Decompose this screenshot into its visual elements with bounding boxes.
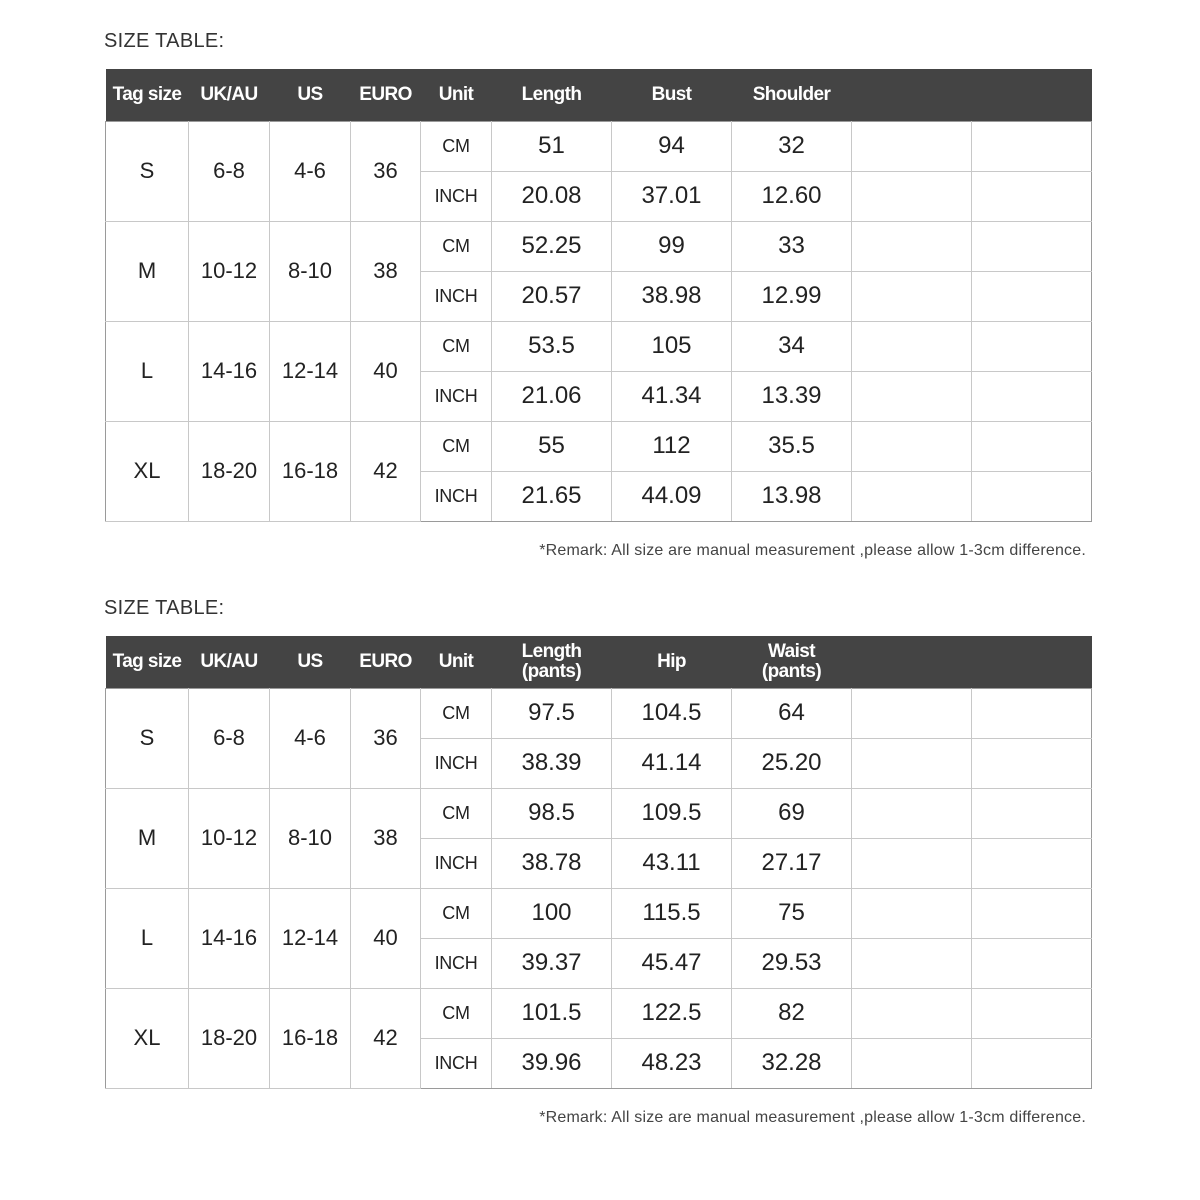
measurement-cell: 53.5 — [492, 321, 612, 371]
us-size-cell: 8-10 — [270, 221, 351, 321]
column-header — [351, 636, 421, 688]
measurement-cell — [852, 888, 972, 938]
tag-size-cell: XL — [106, 988, 189, 1088]
header-row — [106, 69, 1092, 121]
measurement-cell: 100 — [492, 888, 612, 938]
measurement-cell: 13.98 — [732, 471, 852, 521]
table-row — [106, 321, 1092, 371]
measurement-cell — [852, 788, 972, 838]
measurement-cell: 69 — [732, 788, 852, 838]
column-header-text: Tag size — [112, 650, 182, 672]
column-header — [732, 636, 852, 688]
measurement-cell — [972, 838, 1092, 888]
measurement-cell — [852, 688, 972, 738]
measurement-cell: 21.06 — [492, 371, 612, 421]
measurement-cell: 115.5 — [612, 888, 732, 938]
column-header-text: UK/AU — [200, 650, 258, 672]
uk-au-size-cell: 18-20 — [189, 988, 270, 1088]
tag-size-cell: XL — [106, 421, 189, 521]
uk-au-size-cell: 10-12 — [189, 788, 270, 888]
unit-cell: CM — [421, 988, 492, 1038]
unit-cell: INCH — [421, 471, 492, 521]
column-header-text: Tag size — [112, 83, 182, 105]
measurement-cell: 34 — [732, 321, 852, 371]
size-table-bottom — [105, 636, 1092, 1089]
unit-cell: INCH — [421, 938, 492, 988]
uk-au-size-cell: 18-20 — [189, 421, 270, 521]
measurement-cell: 38.78 — [492, 838, 612, 888]
measurement-cell: 25.20 — [732, 738, 852, 788]
column-header-text: Waist — [768, 640, 815, 662]
measurement-cell: 122.5 — [612, 988, 732, 1038]
measurement-cell: 37.01 — [612, 171, 732, 221]
unit-cell: CM — [421, 121, 492, 171]
measurement-cell — [852, 988, 972, 1038]
measurement-cell — [852, 738, 972, 788]
unit-cell: INCH — [421, 838, 492, 888]
measurement-cell — [972, 988, 1092, 1038]
measurement-cell — [852, 471, 972, 521]
column-header-text: (pants) — [761, 660, 822, 682]
measurement-cell: 32 — [732, 121, 852, 171]
measurement-cell — [972, 938, 1092, 988]
measurement-cell: 51 — [492, 121, 612, 171]
unit-cell: INCH — [421, 1038, 492, 1088]
measurement-cell: 20.08 — [492, 171, 612, 221]
measurement-cell: 12.60 — [732, 171, 852, 221]
measurement-cell: 33 — [732, 221, 852, 271]
uk-au-size-cell: 6-8 — [189, 121, 270, 221]
euro-size-cell: 38 — [351, 221, 421, 321]
us-size-cell: 16-18 — [270, 421, 351, 521]
column-header — [732, 69, 852, 121]
column-header — [492, 69, 612, 121]
measurement-cell: 105 — [612, 321, 732, 371]
unit-cell: CM — [421, 421, 492, 471]
measurement-cell: 55 — [492, 421, 612, 471]
column-header — [612, 636, 732, 688]
measurement-cell — [852, 371, 972, 421]
measurement-cell: 20.57 — [492, 271, 612, 321]
us-size-cell: 16-18 — [270, 988, 351, 1088]
measurement-cell: 48.23 — [612, 1038, 732, 1088]
column-header — [106, 636, 189, 688]
measurement-cell — [852, 121, 972, 171]
measurement-cell — [852, 421, 972, 471]
us-size-cell: 8-10 — [270, 788, 351, 888]
column-header — [852, 636, 972, 688]
unit-cell: CM — [421, 788, 492, 838]
table-row — [106, 888, 1092, 938]
tag-size-cell: M — [106, 221, 189, 321]
column-header-text: Hip — [657, 650, 686, 672]
tag-size-cell: S — [106, 121, 189, 221]
measurement-cell: 29.53 — [732, 938, 852, 988]
table-row — [106, 121, 1092, 171]
us-size-cell: 12-14 — [270, 888, 351, 988]
measurement-cell: 38.39 — [492, 738, 612, 788]
euro-size-cell: 38 — [351, 788, 421, 888]
measurement-cell: 75 — [732, 888, 852, 938]
measurement-cell — [972, 788, 1092, 838]
euro-size-cell: 40 — [351, 888, 421, 988]
measurement-cell: 45.47 — [612, 938, 732, 988]
column-header — [270, 636, 351, 688]
column-header-text: Unit — [438, 650, 474, 672]
measurement-cell: 12.99 — [732, 271, 852, 321]
uk-au-size-cell: 14-16 — [189, 321, 270, 421]
measurement-cell — [972, 171, 1092, 221]
column-header-text: Unit — [438, 83, 474, 105]
measurement-cell — [852, 838, 972, 888]
us-size-cell: 4-6 — [270, 121, 351, 221]
tag-size-cell: M — [106, 788, 189, 888]
table-row — [106, 221, 1092, 271]
column-header-text: (pants) — [521, 660, 582, 682]
table-row — [106, 688, 1092, 738]
column-header-text: Length — [521, 640, 582, 662]
measurement-cell: 21.65 — [492, 471, 612, 521]
measurement-cell: 32.28 — [732, 1038, 852, 1088]
measurement-cell: 52.25 — [492, 221, 612, 271]
uk-au-size-cell: 6-8 — [189, 688, 270, 788]
euro-size-cell: 42 — [351, 421, 421, 521]
measurement-cell: 43.11 — [612, 838, 732, 888]
measurement-cell: 39.96 — [492, 1038, 612, 1088]
measurement-cell: 101.5 — [492, 988, 612, 1038]
unit-cell: CM — [421, 688, 492, 738]
column-header — [421, 69, 492, 121]
column-header — [612, 69, 732, 121]
measurement-cell — [852, 171, 972, 221]
measurement-cell — [972, 888, 1092, 938]
column-header — [189, 636, 270, 688]
euro-size-cell: 42 — [351, 988, 421, 1088]
measurement-cell — [972, 221, 1092, 271]
measurement-cell — [972, 371, 1092, 421]
measurement-cell: 39.37 — [492, 938, 612, 988]
size-table-title: SIZE TABLE: — [104, 30, 225, 52]
measurement-cell: 109.5 — [612, 788, 732, 838]
column-header — [421, 636, 492, 688]
measurement-cell — [852, 271, 972, 321]
column-header-text: UK/AU — [200, 83, 258, 105]
euro-size-cell: 36 — [351, 688, 421, 788]
measurement-cell — [972, 121, 1092, 171]
table-row — [106, 421, 1092, 471]
size-table-title: SIZE TABLE: — [104, 597, 225, 619]
us-size-cell: 12-14 — [270, 321, 351, 421]
tag-size-cell: L — [106, 321, 189, 421]
measurement-cell: 104.5 — [612, 688, 732, 738]
column-header-text: Length — [521, 83, 582, 105]
euro-size-cell: 40 — [351, 321, 421, 421]
measurement-cell — [972, 738, 1092, 788]
measurement-cell: 38.98 — [612, 271, 732, 321]
measurement-cell: 112 — [612, 421, 732, 471]
measurement-cell: 44.09 — [612, 471, 732, 521]
measurement-remark: *Remark: All size are manual measurement ,please allow 1-3cm difference. — [539, 542, 1086, 559]
unit-cell: INCH — [421, 171, 492, 221]
unit-cell: CM — [421, 321, 492, 371]
unit-cell: CM — [421, 221, 492, 271]
column-header-text: Shoulder — [752, 83, 831, 105]
unit-cell: INCH — [421, 738, 492, 788]
measurement-cell — [852, 321, 972, 371]
measurement-cell: 41.14 — [612, 738, 732, 788]
column-header — [852, 69, 972, 121]
column-header-text: Bust — [651, 83, 692, 105]
measurement-cell: 82 — [732, 988, 852, 1038]
measurement-cell — [852, 938, 972, 988]
measurement-cell: 27.17 — [732, 838, 852, 888]
column-header — [492, 636, 612, 688]
column-header-text: EURO — [359, 83, 412, 105]
measurement-cell: 64 — [732, 688, 852, 738]
column-header-text: EURO — [359, 650, 412, 672]
size-table-top — [105, 69, 1092, 522]
table-row — [106, 788, 1092, 838]
table-row — [106, 988, 1092, 1038]
measurement-cell: 97.5 — [492, 688, 612, 738]
column-header-text: US — [297, 83, 323, 105]
unit-cell: CM — [421, 888, 492, 938]
measurement-cell — [972, 321, 1092, 371]
unit-cell: INCH — [421, 271, 492, 321]
header-row — [106, 636, 1092, 688]
measurement-cell — [972, 688, 1092, 738]
measurement-cell: 13.39 — [732, 371, 852, 421]
measurement-cell: 99 — [612, 221, 732, 271]
measurement-cell — [972, 421, 1092, 471]
unit-cell: INCH — [421, 371, 492, 421]
column-header — [351, 69, 421, 121]
column-header-text: US — [297, 650, 323, 672]
measurement-remark: *Remark: All size are manual measurement ,please allow 1-3cm difference. — [539, 1109, 1086, 1126]
measurement-cell — [852, 1038, 972, 1088]
measurement-cell — [972, 471, 1092, 521]
measurement-cell — [972, 271, 1092, 321]
column-header — [972, 69, 1092, 121]
measurement-cell: 98.5 — [492, 788, 612, 838]
uk-au-size-cell: 10-12 — [189, 221, 270, 321]
measurement-cell — [852, 221, 972, 271]
column-header — [189, 69, 270, 121]
measurement-cell: 94 — [612, 121, 732, 171]
measurement-cell: 35.5 — [732, 421, 852, 471]
uk-au-size-cell: 14-16 — [189, 888, 270, 988]
column-header — [106, 69, 189, 121]
tag-size-cell: L — [106, 888, 189, 988]
measurement-cell — [972, 1038, 1092, 1088]
us-size-cell: 4-6 — [270, 688, 351, 788]
euro-size-cell: 36 — [351, 121, 421, 221]
tag-size-cell: S — [106, 688, 189, 788]
column-header — [972, 636, 1092, 688]
column-header — [270, 69, 351, 121]
measurement-cell: 41.34 — [612, 371, 732, 421]
